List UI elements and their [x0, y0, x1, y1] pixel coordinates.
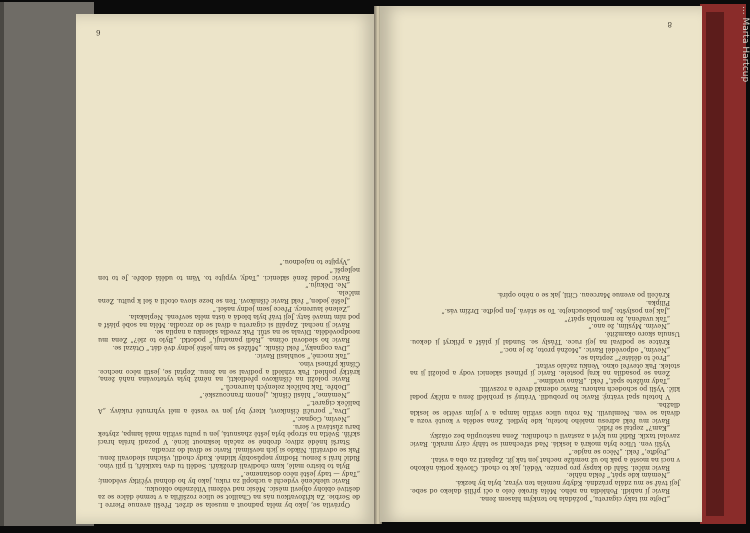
paragraph: „Pojďte,“ řekl. „Něco se najde.“	[568, 447, 670, 455]
paragraph: „Proč to děláte?“ zeptala se.	[578, 353, 670, 361]
paragraph: Pilipka.	[645, 298, 670, 306]
paragraph: „Nemáme,“ hlásil číšník, „jenom francouzské.“	[199, 391, 350, 399]
paragraph: „Tak mocně,“ souhlasil Ravic.	[254, 351, 350, 359]
paragraph: „Nevím. Myslím, že ano.“	[588, 322, 670, 330]
paragraph: „Nemám kde spát,“ řekla náhle.	[566, 471, 670, 479]
right-page-text	[410, 46, 680, 502]
left-page-number: 6	[96, 28, 101, 36]
paragraph: Byla to bistro malé, kam chodívali drožkáři. Seděli tu dva taxikáři, ti pili víno. Řidič hrál s ženou. Hodiny nepůsobily klidně. Kudy chodil, všichni sledovali ženu. Pak se odvrátili. Nikdo si jich nevšímal. Ravic se díval do zrcadla.	[98, 446, 360, 469]
right-page	[380, 6, 702, 522]
paragraph: Ravic ji nechal. Zapálil si cigaretu a díval se do zrcadla. Měla na sobě plášť a pod ním tmavé šaty. Její tvář byla bledá a ústa měla sevřená. Neplakala.	[98, 312, 360, 328]
paragraph: Krátce se podíval na její ruce. Třásly se. Sundal jí plášť a přikryl ji dekou. Usnula skoro okamžitě.	[410, 330, 680, 346]
paragraph: Oprávila se, jako by měla padnout a musela se držet. Přešli avenue Pierre I. de Serbie. Za křižovatkou nás na Chaillot se ulice rozšířila a v temné dálce se za deštivé oblohy objevil měsíc. Měsíc nad věžemi Vítězného oblouku.	[98, 485, 360, 508]
paragraph: „Vypijte to najednou.“	[279, 257, 350, 265]
paragraph: „Zelené laurency. Přece jsem jedny našel.“	[212, 304, 350, 312]
paragraph: „Dobře. Tak balíček zelených laurenců.“	[220, 383, 350, 391]
paragraph: „Nevím, Cognac.“	[292, 414, 350, 422]
paragraph: „Ne. Děkuju.“	[305, 281, 350, 289]
paragraph: „Dva,“ poručil číšníkovi, který byl jen ve vestě a měl vyhrnuté rukávy. „A balíček cigaret.“	[98, 399, 360, 414]
left-page-text	[98, 48, 360, 508]
paragraph: Kráčeli po avenue Marceau. Cítil, jak se o něho opírá.	[497, 291, 670, 299]
paragraph: „Ještě jeden,“ řekl Ravic číšníkovi. Ten se beze slova otočil a šel k pultu. Žena mlčela.	[98, 289, 360, 305]
right-page-rotated-content	[380, 6, 702, 522]
paragraph: „Kam?“ zeptal se řidič.	[596, 424, 670, 432]
left-page	[76, 14, 376, 524]
paragraph: „Dejte mi taky cigaretu,“ požádala ho tenkým hlasem žena.	[479, 495, 670, 502]
paragraph: „Jak jen poslyšte. Jen poslouchejte. To se stává. Jen pojďte. Držím vás.“	[441, 306, 670, 314]
paragraph: V hotelu spal vrátný. Ravic ho probudil. Vrátný si prohlédl ženu a mlčky podal klíč. Vyšli po schodech nahoru. Ravic odemkl dveře a rozsvítil.	[410, 385, 680, 401]
book-cover-right-shadow	[706, 12, 724, 516]
paragraph: Ravic položil na číšníkovo předloktí, na němž byla vytetována nahá žena, krátký pohled. Pak vzhlédl a podíval se na ženu. Zeptal se, jestli něco nechce. Číšník přinesl víno.	[98, 359, 360, 383]
paragraph: Ravic ho sledoval očima. „Rádi pamatují,“ podotkl. „Bylo to zlé?“ Žena mu neodpověděla. Dívala se na stůl. Pak zvedla sklenku a napila se.	[98, 328, 360, 344]
right-page-number: 8	[667, 20, 672, 28]
paragraph: „Tady můžete spát,“ řekl. „Ráno uvidíme.“	[533, 377, 670, 385]
paragraph: „Tak uvařená, že nemohla spát?“	[564, 314, 670, 322]
paragraph: Ravic podal ženě sklenici. „Tady, vypijte to. Vám to udělá dobře. Je to ten nejlepší.“	[98, 265, 360, 281]
paragraph: „Dva cognaky,“ řekl číšník. „Můžeš se tam ještě jedny dvě dát.“ Otázal se.	[112, 344, 350, 352]
paragraph: Ravic jí nabídl. Pohlédla na něho. Měla široké čelo a oči příliš daleko od sebe. Její tvář se mu zdála prázdná. Kdyby neměla ten výraz, byla by hezká.	[410, 479, 680, 495]
paragraph: „Nevím,“ odpověděl Ravic. „Možná proto, že je noc.“	[499, 345, 670, 353]
paragraph: Starší hnědé zdivo; drobné se začala lesknout lícně. V pozadí hrála hrací skříň. Světla na stropě byla ještě zhasnutá, jen u pultu svítila malá lampa, zbytek baru zůstával v šeru.	[98, 422, 360, 446]
paragraph: Ravic ulehčeně vydechl a uchopil za ruku, jako by ho dohnal výčitky svědomí; „Tady — tady ještě něco dostaneme.“	[98, 469, 360, 485]
left-page-rotated-content	[76, 14, 376, 524]
paragraph: Žena se posadila na kraj postele. Ravic jí přinesl sklenici vody a položil ji na stolek. Pak otevřel okno. Venku začalo svítat.	[410, 361, 680, 377]
paragraph: Vyšli ven. Ulice byla mokrá a lesklá. Nad střechami se táhly cáry mraků. Ravic zavolal taxík. Řidič mu kývl a zastavil u chodníku. Žena nastoupila bez otázky.	[410, 432, 680, 448]
paragraph: Ravic mu řekl adresu malého hotelu, kde bydlel. Žena seděla v koutě vozu a dívala se ven. Nemluvili. Na rohu ulice svítila lampa a v jejím světle se leskla dlažba.	[410, 400, 680, 424]
paragraph: Ravic mlčel. Sáhl do kapsy pro peníze. Věděl, jak to chodí. Člověk potká někoho v noci na mostě a pak ho už nemůže nechat jen tak jít. Zaplatil za oba a vstal.	[410, 455, 680, 471]
spine-title: ... Marta Hartcup	[740, 6, 750, 83]
